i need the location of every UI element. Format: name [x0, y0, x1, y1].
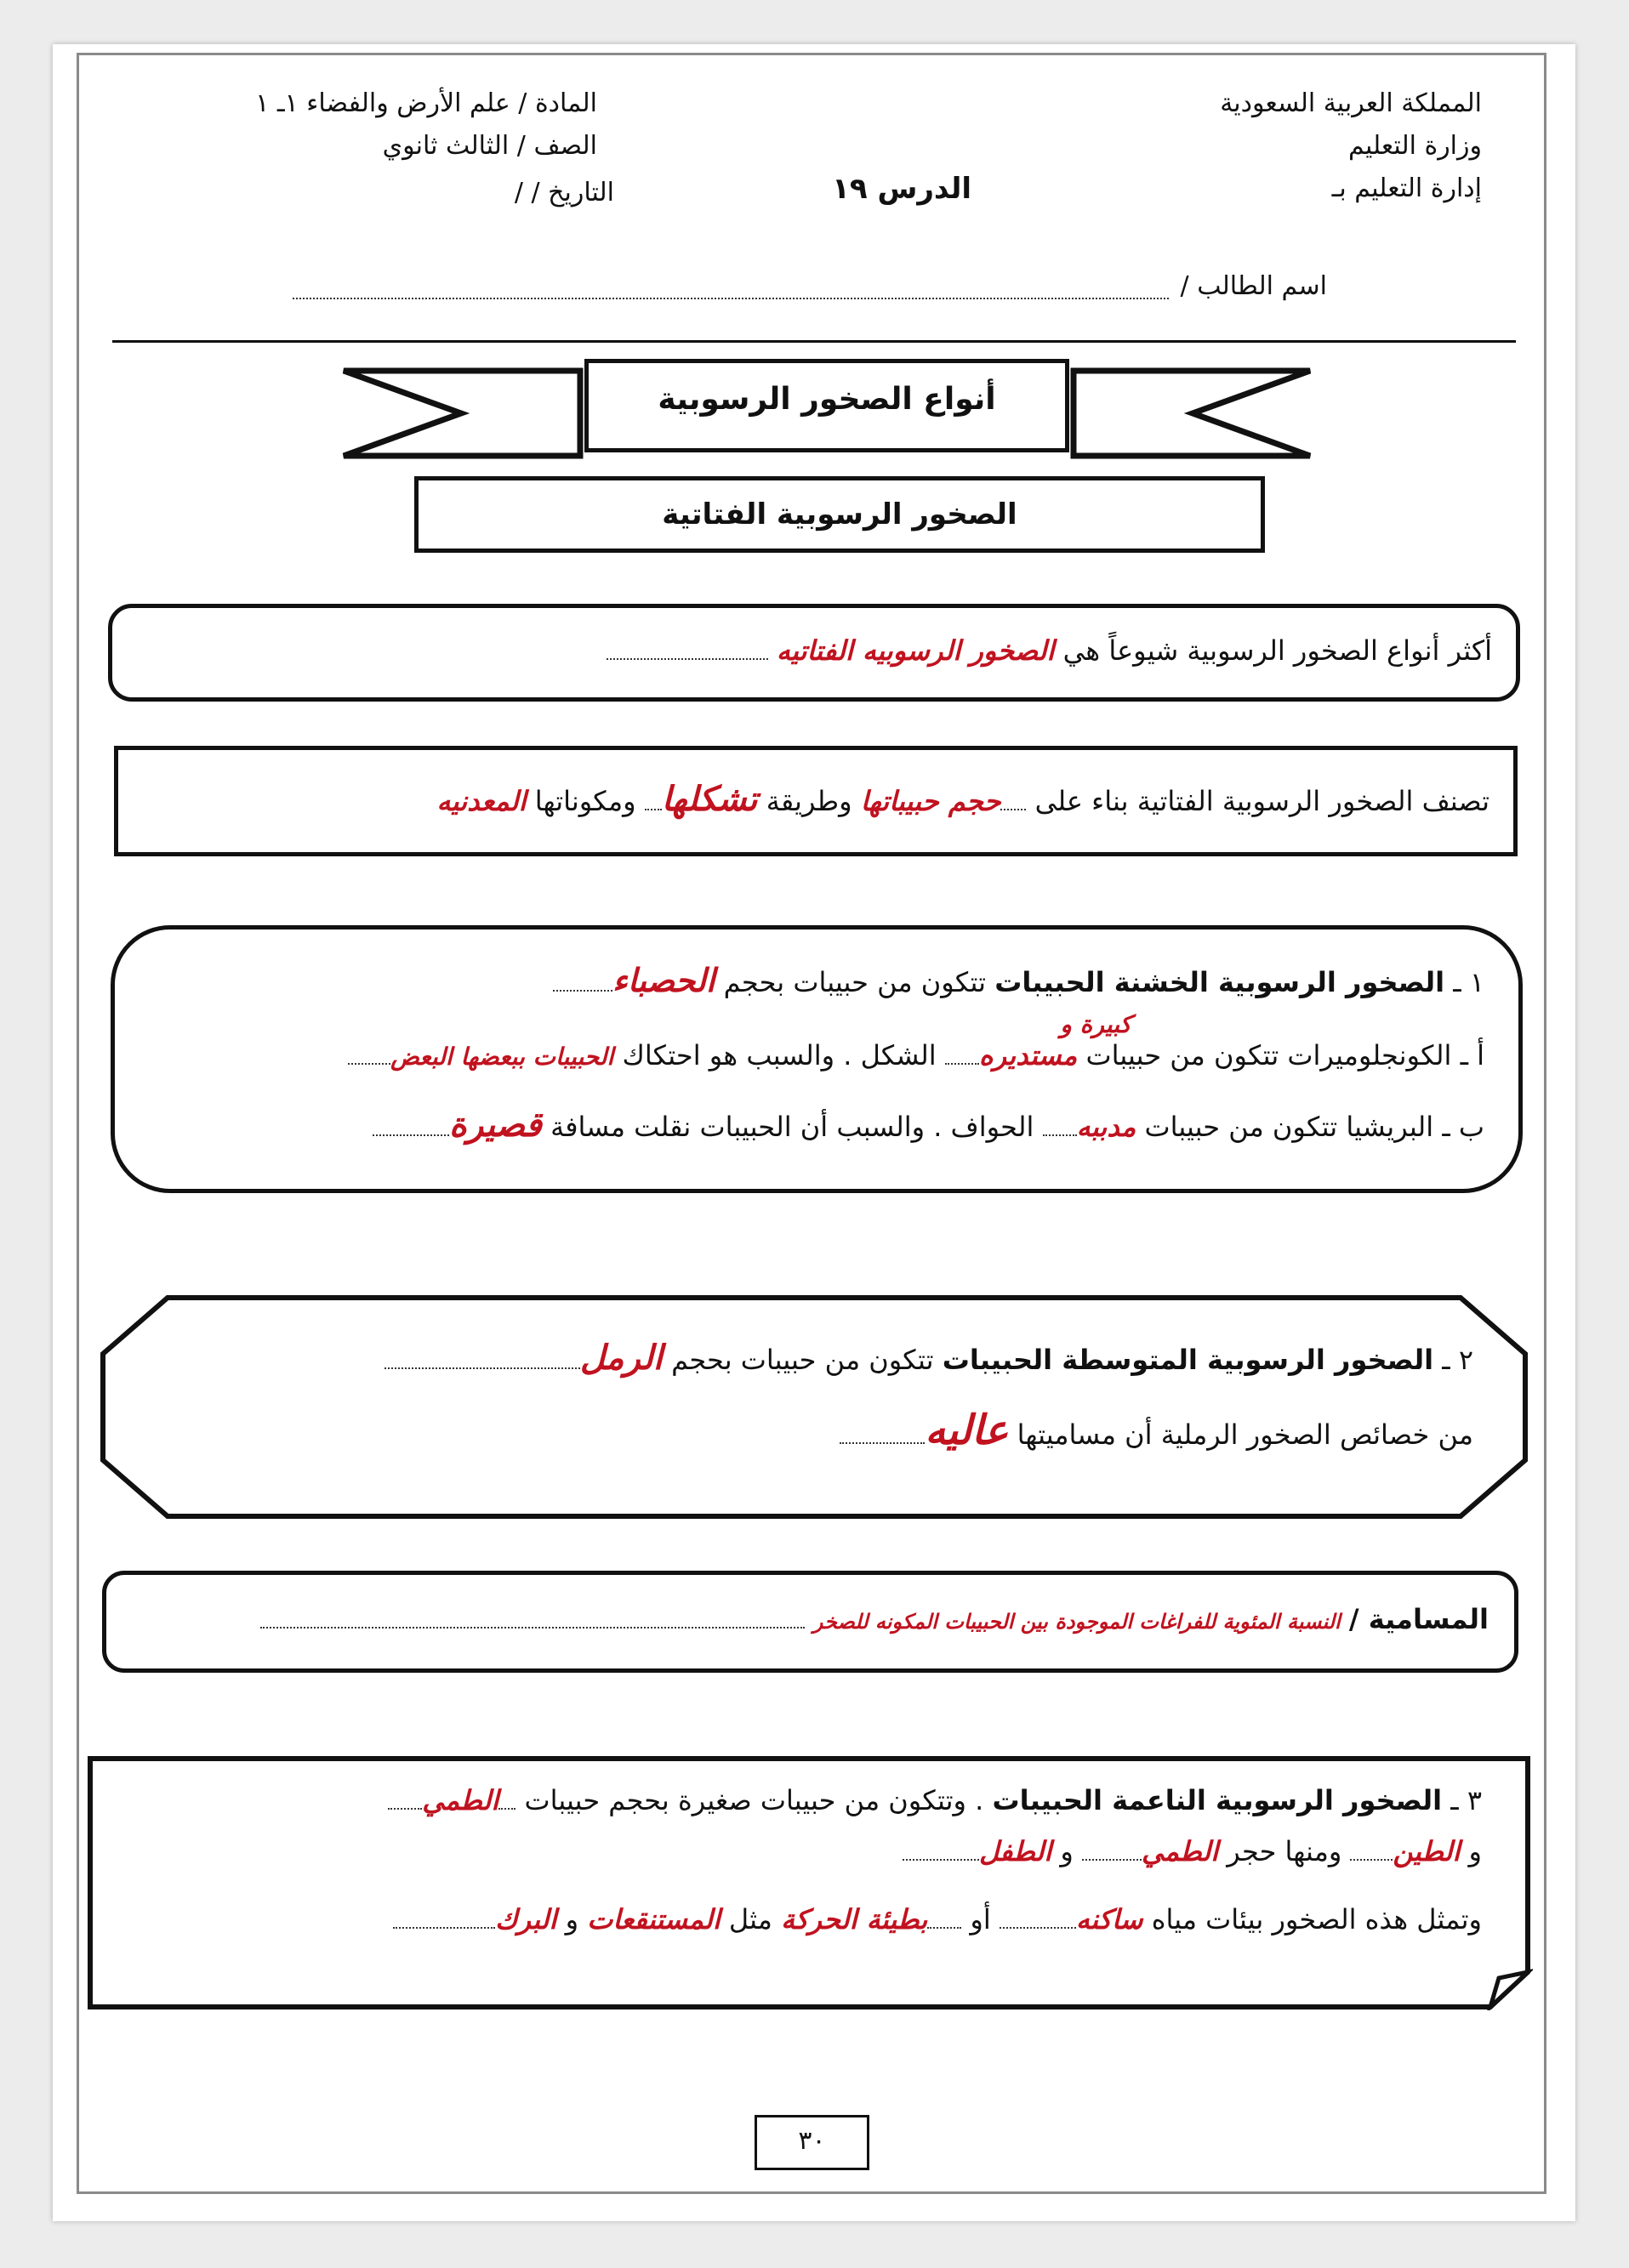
fine-heading: الصخور الرسوبية الناعمة الحبيبات	[992, 1784, 1443, 1816]
fine-dots5	[1000, 1908, 1076, 1929]
coarse-a-answer[interactable]: مستديره	[978, 1039, 1078, 1071]
section-title-box	[414, 476, 1265, 553]
banner-title-box	[584, 359, 1069, 452]
medium-prop-line	[840, 1407, 1473, 1454]
fine-line3	[393, 1902, 1482, 1936]
student-name-label: اسم الطالب /	[1180, 271, 1327, 301]
porosity-line	[260, 1602, 1489, 1639]
fine-dots0	[498, 1789, 515, 1810]
q2-answer3[interactable]: المعدنيه	[436, 785, 527, 817]
page-number-box	[755, 2115, 869, 2170]
fine-dots1	[388, 1789, 422, 1810]
coarse-a-answer2[interactable]: الحبيبات ببعضها البعض	[390, 1043, 614, 1071]
q2-dots1	[1000, 790, 1026, 810]
fine-line2	[903, 1834, 1482, 1868]
q1-box	[108, 604, 1520, 702]
fine-heading-line	[388, 1783, 1482, 1817]
coarse-dots1	[553, 971, 612, 992]
medium-answer-size[interactable]: الرمل	[579, 1338, 663, 1378]
fine-dots6	[927, 1908, 961, 1929]
medium-prop-text: من خصائص الصخور الرملية أن مساميتها	[1017, 1418, 1473, 1451]
coarse-dots3	[348, 1044, 390, 1065]
coarse-b-line	[373, 1105, 1484, 1145]
q2-box	[114, 746, 1518, 856]
header-admin: إدارة التعليم بـ	[1331, 173, 1482, 203]
header-divider	[112, 340, 1516, 343]
medium-heading-rest: تتكون من حبيبات بحجم	[671, 1344, 934, 1376]
coarse-answer-size[interactable]: الحصباء	[612, 961, 715, 999]
porosity-box	[102, 1571, 1518, 1673]
header-grade: الصف / الثالث ثانوي	[382, 131, 597, 161]
q2-dots2	[645, 790, 662, 810]
fine-l2-answer1[interactable]: الطين	[1393, 1835, 1461, 1867]
q2-part1: تصنف الصخور الرسوبية الفتاتية بناء على	[1034, 785, 1489, 817]
fine-l3-answer2[interactable]: بطيئة الحركة	[781, 1903, 928, 1935]
coarse-a-above[interactable]: كبيرة و	[1060, 1010, 1131, 1038]
fine-l3-like: مثل	[728, 1903, 772, 1935]
q2-line	[436, 779, 1489, 819]
fine-dots7	[393, 1908, 495, 1929]
coarse-heading-rest: تتكون من حبيبات بحجم	[723, 966, 987, 998]
q1-answer[interactable]: الصخور الرسوبيه الفتاتيه	[776, 634, 1055, 667]
medium-heading-line	[384, 1338, 1473, 1378]
coarse-heading-line	[553, 963, 1484, 999]
q2-answer1[interactable]: حجم حبيباتها	[860, 785, 1001, 817]
q1-text: أكثر أنواع الصخور الرسوبية شيوعاً هي	[1062, 634, 1492, 667]
medium-heading-num: ٢ ـ	[1442, 1344, 1473, 1376]
medium-heading: الصخور الرسوبية المتوسطة الحبيبات	[942, 1344, 1434, 1376]
coarse-dots2	[945, 1044, 979, 1065]
q1-line	[607, 634, 1492, 668]
coarse-b-mid: الحواف . والسبب أن الحبيبات نقلت مسافة	[550, 1111, 1034, 1143]
lesson-number: الدرس ١٩	[832, 172, 971, 206]
header-date: التاريخ / /	[514, 178, 614, 207]
ribbon-left-tail	[344, 371, 580, 456]
ribbon-right-tail	[1074, 371, 1310, 456]
fine-dots2	[1350, 1840, 1393, 1861]
porosity-answer[interactable]: النسبة المئوية للفراغات الموجودة بين الحبيبات المكونه للصخر	[812, 1609, 1341, 1634]
fine-dots4	[903, 1840, 979, 1861]
fine-l2-text: ومنها حجر	[1227, 1835, 1342, 1867]
medium-box-shape	[100, 1294, 1529, 1520]
header-ministry: وزارة التعليم	[1347, 131, 1482, 161]
student-name-line[interactable]	[293, 298, 1169, 299]
medium-prop-answer[interactable]: عاليه	[925, 1407, 1009, 1454]
section-title: الصخور الرسوبية الفتاتية	[662, 497, 1017, 531]
fine-l3-answer3[interactable]: المستنقعات	[587, 1903, 721, 1935]
banner-title: أنواع الصخور الرسوبية	[658, 382, 996, 417]
coarse-a-mid: الشكل . والسبب هو احتكاك	[622, 1039, 937, 1071]
fine-l2-and1: و	[1468, 1835, 1482, 1867]
header-kingdom: المملكة العربية السعودية	[1220, 88, 1482, 118]
fine-answer-size[interactable]: الطمي	[422, 1784, 499, 1816]
fine-l2-and2: و	[1060, 1835, 1074, 1867]
porosity-label: المسامية /	[1348, 1603, 1489, 1635]
coarse-box	[111, 925, 1523, 1193]
fine-l3-text: وتمثل هذه الصخور بيئات مياه	[1151, 1903, 1482, 1935]
coarse-b-answer[interactable]: مدببه	[1076, 1111, 1136, 1143]
coarse-b-text: ب ـ البريشيا تتكون من حبيبات	[1144, 1111, 1484, 1143]
fine-l3-and: و	[565, 1903, 579, 1935]
q2-part2: وطريقة	[766, 785, 852, 817]
fine-heading-rest: . وتتكون من حبيبات صغيرة بحجم حبيبات	[524, 1784, 984, 1816]
q1-dots	[607, 639, 768, 660]
fine-l3-answer4[interactable]: البرك	[495, 1903, 557, 1935]
coarse-a-text: أ ـ الكونجلوميرات تتكون من حبيبات	[1085, 1039, 1484, 1071]
q2-answer2[interactable]: تشكلها	[661, 779, 758, 819]
coarse-dots4	[1043, 1116, 1077, 1136]
header-subject: المادة / علم الأرض والفضاء ١ـ ١	[255, 88, 597, 118]
medium-dots2	[840, 1424, 925, 1444]
porosity-dots	[260, 1608, 805, 1629]
fine-l3-answer1[interactable]: ساكنه	[1075, 1903, 1143, 1935]
coarse-dots5	[373, 1116, 449, 1136]
worksheet-page	[53, 44, 1575, 2221]
coarse-heading: الصخور الرسوبية الخشنة الحبيبات	[994, 966, 1445, 998]
fine-heading-num: ٣ ـ	[1450, 1784, 1482, 1816]
fine-l2-answer3[interactable]: الطفل	[978, 1835, 1052, 1867]
page-number: ٣٠	[798, 2126, 826, 2156]
fine-l3-or: أو	[970, 1903, 991, 1935]
coarse-a-line	[348, 1038, 1484, 1074]
fine-l2-answer2[interactable]: الطمي	[1142, 1835, 1219, 1867]
coarse-b-answer2[interactable]: قصيرة	[449, 1105, 542, 1145]
medium-dots1	[384, 1349, 580, 1369]
q2-part3: ومكوناتها	[534, 785, 636, 817]
fine-dots3	[1082, 1840, 1142, 1861]
coarse-heading-num: ١ ـ	[1453, 966, 1484, 998]
